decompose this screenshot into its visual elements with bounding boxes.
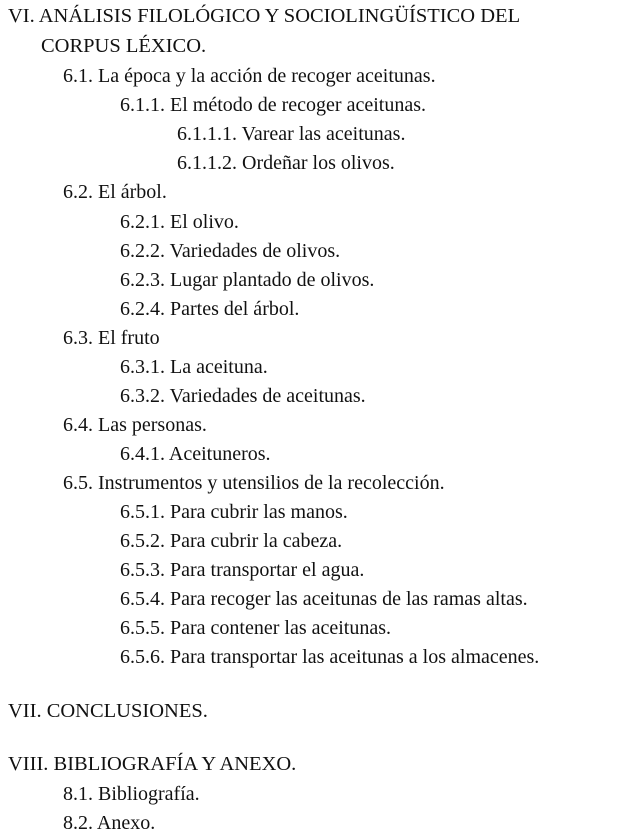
entry-title: Para cubrir la cabeza. <box>170 530 343 552</box>
entry-number: 6.2.2. <box>120 240 165 262</box>
toc-entry-6-3 <box>63 326 160 350</box>
toc-entry-8-2 <box>63 811 155 835</box>
entry-title: Instrumentos y utensilios de la recolección. <box>98 472 445 494</box>
toc-entry-6-5-5 <box>120 616 391 640</box>
toc-entry-6-2-4 <box>120 297 299 321</box>
toc-entry-6-1-1-1 <box>177 122 405 146</box>
toc-entry-6-5-4 <box>120 587 528 611</box>
entry-number: 6.4.1. <box>120 443 165 465</box>
entry-number: 6.3.1. <box>120 356 165 378</box>
section-vi-heading-continued: CORPUS LÉXICO. <box>41 35 207 57</box>
toc-entry-6-5 <box>63 471 445 495</box>
toc-entry-6-3-2 <box>120 384 366 408</box>
toc-entry-6-1-1-2 <box>177 151 395 175</box>
entry-number: 6.5.4. <box>120 588 165 610</box>
entry-number: 6.2.4. <box>120 298 165 320</box>
entry-title: Para recoger las aceitunas de las ramas altas. <box>170 588 528 610</box>
section-vii-heading: VII. CONCLUSIONES. <box>8 700 208 722</box>
entry-title: Ordeñar los olivos. <box>242 152 395 174</box>
toc-entry-6-5-2 <box>120 529 342 553</box>
entry-number: 8.1. <box>63 783 93 805</box>
section-vi-heading: VI. ANÁLISIS FILOLÓGICO Y SOCIOLINGÜÍSTICO DEL <box>8 5 521 27</box>
entry-title: Anexo. <box>96 812 156 834</box>
section-viii-heading: VIII. BIBLIOGRAFÍA Y ANEXO. <box>8 753 297 775</box>
entry-title: Varear las aceitunas. <box>241 123 406 145</box>
entry-title: La época y la acción de recoger aceitunas. <box>98 65 436 87</box>
entry-title: El árbol. <box>98 181 167 203</box>
entry-title: Para transportar el agua. <box>170 559 365 581</box>
entry-number: 6.1.1. <box>120 94 165 116</box>
toc-entry-6-2-3 <box>120 268 374 292</box>
entry-title: Para contener las aceitunas. <box>170 617 392 639</box>
entry-number: 6.1. <box>63 65 93 87</box>
toc-entry-6-3-1 <box>120 355 268 379</box>
entry-number: 6.5. <box>63 472 93 494</box>
toc-entry-6-2-2 <box>120 239 340 263</box>
entry-title: Bibliografía. <box>98 783 200 805</box>
entry-title: Partes del árbol. <box>170 298 300 320</box>
entry-title: Aceituneros. <box>168 443 271 465</box>
toc-entry-6-4 <box>63 413 207 437</box>
entry-title: Variedades de olivos. <box>169 240 341 262</box>
entry-title: Lugar plantado de olivos. <box>170 269 375 291</box>
entry-number: 6.1.1.2. <box>177 152 237 174</box>
entry-number: 6.1.1.1. <box>177 123 237 145</box>
entry-number: 6.5.3. <box>120 559 165 581</box>
entry-number: 6.5.6. <box>120 646 165 668</box>
toc-entry-6-5-1 <box>120 500 348 524</box>
entry-number: 6.2.3. <box>120 269 165 291</box>
toc-entry-6-5-3 <box>120 558 364 582</box>
entry-number: 6.5.5. <box>120 617 165 639</box>
entry-number: 6.2.1. <box>120 211 165 233</box>
entry-number: 6.3.2. <box>120 385 165 407</box>
entry-number: 8.2. <box>63 812 93 834</box>
toc-entry-6-4-1 <box>120 442 271 466</box>
toc-entry-6-5-6 <box>120 645 539 669</box>
toc-entry-6-1 <box>63 64 436 88</box>
entry-title: Para cubrir las manos. <box>170 501 348 523</box>
toc-entry-8-1 <box>63 782 200 806</box>
entry-title: La aceituna. <box>170 356 268 378</box>
entry-title: Para transportar las aceitunas a los almacenes. <box>170 646 540 668</box>
toc-entry-6-2-1 <box>120 210 239 234</box>
toc-entry-6-2 <box>63 180 167 204</box>
toc-entry-6-1-1 <box>120 93 426 117</box>
entry-number: 6.5.1. <box>120 501 165 523</box>
entry-title: El método de recoger aceitunas. <box>170 94 426 116</box>
entry-title: Variedades de aceitunas. <box>169 385 366 407</box>
entry-number: 6.3. <box>63 327 93 349</box>
entry-title: Las personas. <box>98 414 207 436</box>
entry-number: 6.4. <box>63 414 93 436</box>
entry-number: 6.5.2. <box>120 530 165 552</box>
entry-title: El olivo. <box>170 211 239 233</box>
entry-title: El fruto <box>98 327 160 349</box>
entry-number: 6.2. <box>63 181 93 203</box>
